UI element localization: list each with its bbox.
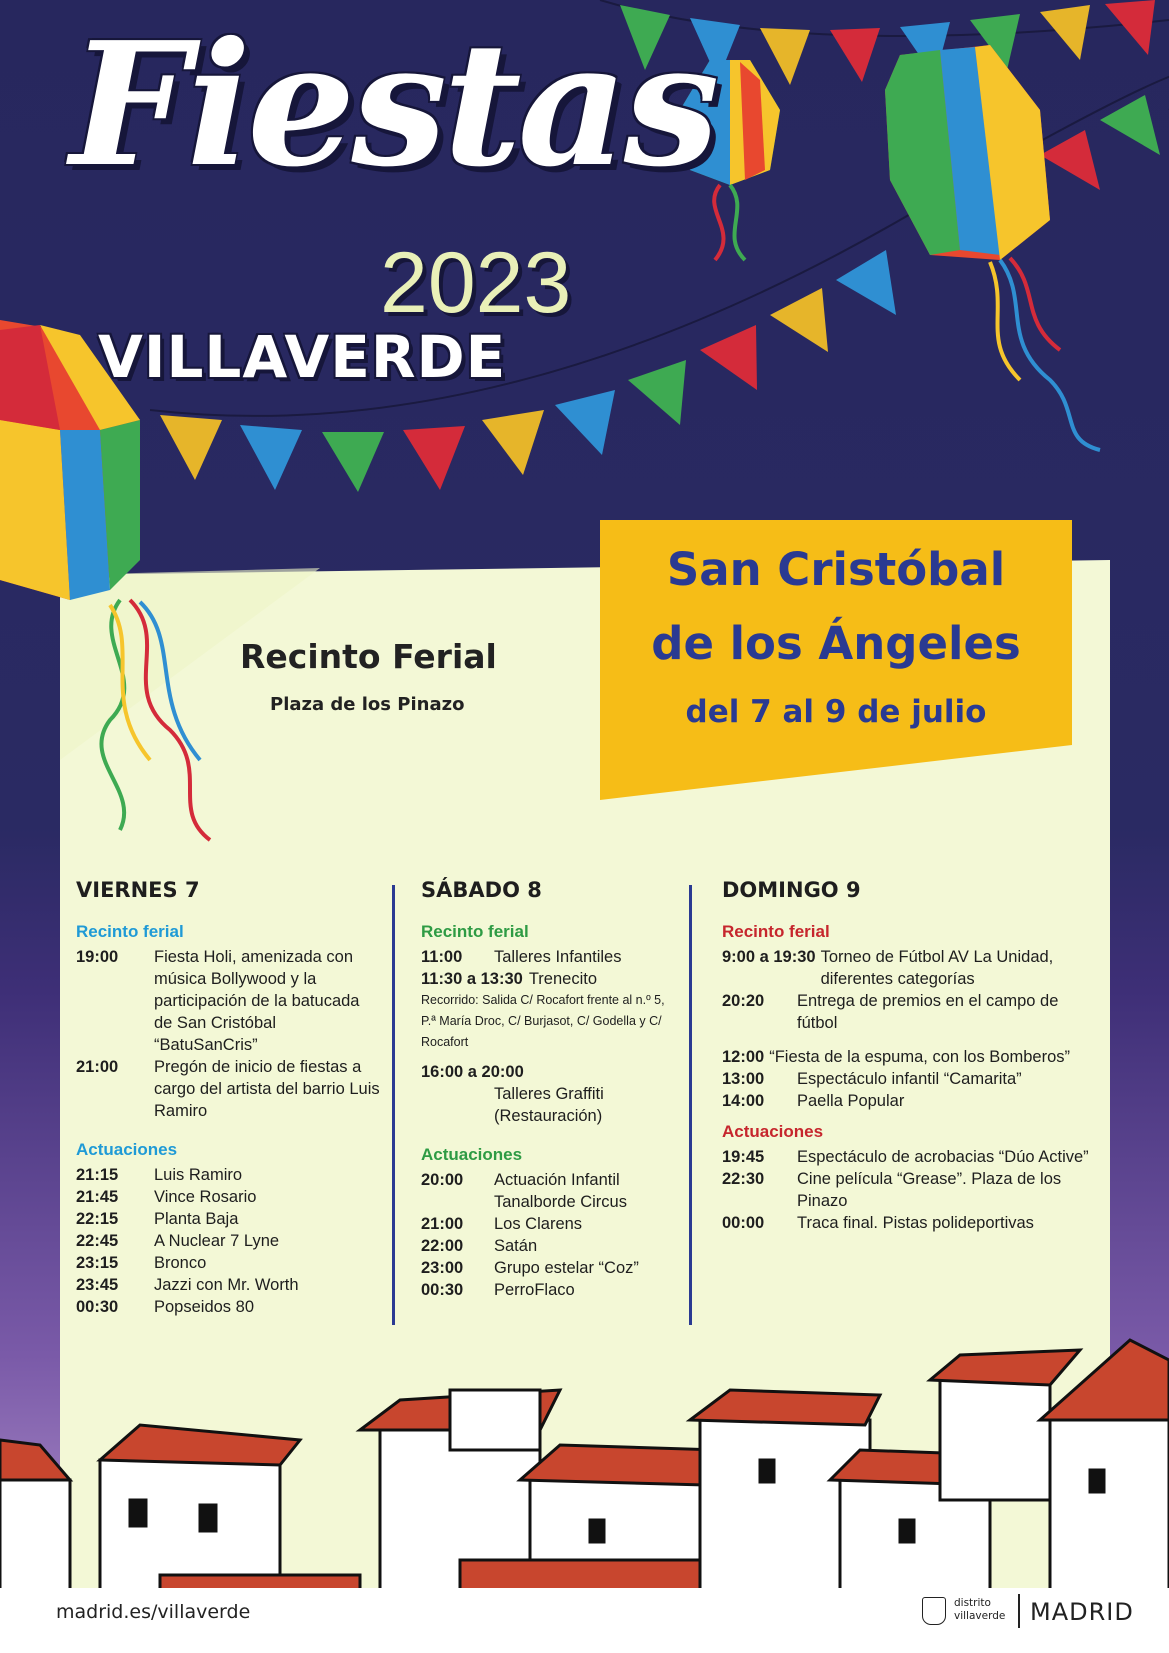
row-time: 00:30 <box>421 1281 464 1299</box>
schedule-row <box>76 946 381 1056</box>
schedule-row <box>421 1257 671 1279</box>
logo-district: VILLAVERDE <box>98 323 507 391</box>
row-time: 22:45 <box>76 1232 119 1250</box>
row-text: Talleres Infantiles <box>494 948 622 966</box>
row-text: Talleres Graffiti (Restauración) <box>494 1085 604 1125</box>
row-text: Espectáculo de acrobacias “Dúo Active” <box>797 1148 1089 1166</box>
schedule-row <box>76 1274 381 1296</box>
row-text: Jazzi con Mr. Worth <box>154 1276 299 1294</box>
schedule-row <box>76 1230 381 1252</box>
row-time: 9:00 a 19:30 <box>722 948 816 966</box>
section-heading: Actuaciones <box>76 1140 178 1159</box>
section-heading: Recinto ferial <box>76 922 184 941</box>
row-time: 23:45 <box>76 1276 119 1294</box>
logo-fiestas-word: Fiestas <box>70 5 716 205</box>
schedule-row <box>421 946 671 968</box>
schedule-row <box>421 1061 671 1083</box>
schedule-row <box>421 1083 671 1127</box>
row-time: 11:30 a 13:30 <box>421 970 523 988</box>
banner-dates: del 7 al 9 de julio <box>685 694 987 730</box>
row-time: 22:30 <box>722 1170 765 1188</box>
row-time: 22:15 <box>76 1210 119 1228</box>
row-text: Torneo de Fútbol AV La Unidad, diferentes categorías <box>820 948 1054 988</box>
row-text: Bronco <box>154 1254 207 1272</box>
row-time: 22:00 <box>421 1237 464 1255</box>
day-heading: VIERNES 7 <box>76 878 200 902</box>
row-text: Pregón de inicio de fiestas a cargo del artista del barrio Luis Ramiro <box>154 1058 380 1120</box>
row-time: 14:00 <box>722 1092 765 1110</box>
row-text: Entrega de premios en el campo de fútbol <box>797 992 1059 1032</box>
row-text: Planta Baja <box>154 1210 239 1228</box>
row-time: 16:00 a 20:00 <box>421 1063 524 1081</box>
row-time: 19:00 <box>76 948 119 966</box>
row-text: Luis Ramiro <box>154 1166 243 1184</box>
schedule-row <box>722 990 1092 1034</box>
row-time: 20:00 <box>421 1171 464 1189</box>
row-text <box>524 1061 671 1083</box>
footer-city: MADRID <box>1030 1598 1134 1626</box>
route-note: Recorrido: Salida C/ Rocafort frente al n.º 5, P.ª María Droc, C/ Burjasot, C/ Godella y C/ Rocafort <box>421 993 665 1049</box>
banner-line-2: de los Ángeles <box>651 617 1021 670</box>
row-text: Actuación Infantil Tanalborde Circus <box>494 1171 627 1211</box>
day-heading: SÁBADO 8 <box>421 878 542 902</box>
column-divider-2 <box>689 885 692 1325</box>
section-heading: Actuaciones <box>722 1122 824 1141</box>
row-text: Fiesta Holi, amenizada con música Bollywood y la participación de la batucada de San Cristóbal “BatuSanCris” <box>154 948 360 1054</box>
schedule-row <box>722 1068 1092 1090</box>
district-line-2: villaverde <box>954 1610 1006 1622</box>
row-time: 21:00 <box>76 1058 119 1076</box>
schedule-row <box>76 1186 381 1208</box>
row-time: 12:00 <box>722 1048 765 1066</box>
row-text: Los Clarens <box>494 1215 583 1233</box>
row-time: 00:00 <box>722 1214 765 1232</box>
row-time: 00:30 <box>76 1298 119 1316</box>
row-time: 21:45 <box>76 1188 119 1206</box>
row-text: Trenecito <box>528 970 598 988</box>
row-time <box>421 1083 494 1127</box>
footer-district <box>954 1597 1005 1623</box>
row-text: Traca final. Pistas polideportivas <box>797 1214 1034 1232</box>
schedule-row <box>76 1296 381 1318</box>
schedule-row <box>76 1164 381 1186</box>
schedule-row <box>722 946 1092 990</box>
day-heading: DOMINGO 9 <box>722 878 861 902</box>
row-text: Espectáculo infantil “Camarita” <box>797 1070 1022 1088</box>
schedule-sunday <box>722 878 1092 1234</box>
footer-separator <box>1018 1594 1020 1628</box>
row-text: A Nuclear 7 Lyne <box>154 1232 280 1250</box>
row-time: 21:15 <box>76 1166 119 1184</box>
row-time: 23:15 <box>76 1254 119 1272</box>
schedule-row <box>421 968 671 990</box>
schedule-row <box>421 1235 671 1257</box>
section-heading: Recinto ferial <box>421 922 529 941</box>
row-text: Popseidos 80 <box>154 1298 254 1316</box>
row-text: PerroFlaco <box>494 1281 575 1299</box>
section-heading: Actuaciones <box>421 1145 523 1164</box>
schedule-row <box>722 1212 1092 1234</box>
schedule-row <box>421 1279 671 1301</box>
row-text: Grupo estelar “Coz” <box>494 1259 639 1277</box>
row-text: “Fiesta de la espuma, con los Bomberos” <box>769 1048 1071 1066</box>
venue-subtitle: Plaza de los Pinazo <box>270 694 465 715</box>
schedule-saturday <box>421 878 671 1301</box>
row-time: 13:00 <box>722 1070 765 1088</box>
schedule-row <box>421 1169 671 1213</box>
paper-lantern-right <box>885 45 1050 260</box>
banner-line-1: San Cristóbal <box>666 543 1006 596</box>
schedule-row <box>421 1213 671 1235</box>
row-text: Cine película “Grease”. Plaza de los Pinazo <box>797 1170 1062 1210</box>
column-divider-1 <box>392 885 395 1325</box>
schedule-row <box>722 1046 1092 1068</box>
schedule-row <box>722 1090 1092 1112</box>
row-time: 21:00 <box>421 1215 464 1233</box>
row-time: 11:00 <box>421 948 463 966</box>
schedule-row <box>76 1056 381 1122</box>
district-line-1: distrito <box>954 1597 991 1609</box>
row-text: Paella Popular <box>797 1092 905 1110</box>
row-text: Vince Rosario <box>154 1188 257 1206</box>
madrid-crest-icon <box>922 1597 946 1625</box>
schedule-row <box>76 1252 381 1274</box>
schedule-row <box>76 1208 381 1230</box>
schedule-friday <box>76 878 381 1318</box>
row-text: Satán <box>494 1237 538 1255</box>
schedule-row <box>722 1146 1092 1168</box>
venue-title: Recinto Ferial <box>240 637 497 676</box>
logo-year: 2023 <box>380 235 572 331</box>
row-time: 20:20 <box>722 992 765 1010</box>
footer-url[interactable]: madrid.es/villaverde <box>56 1601 251 1623</box>
row-time: 19:45 <box>722 1148 765 1166</box>
schedule-row <box>722 1168 1092 1212</box>
section-heading: Recinto ferial <box>722 922 830 941</box>
row-time: 23:00 <box>421 1259 464 1277</box>
